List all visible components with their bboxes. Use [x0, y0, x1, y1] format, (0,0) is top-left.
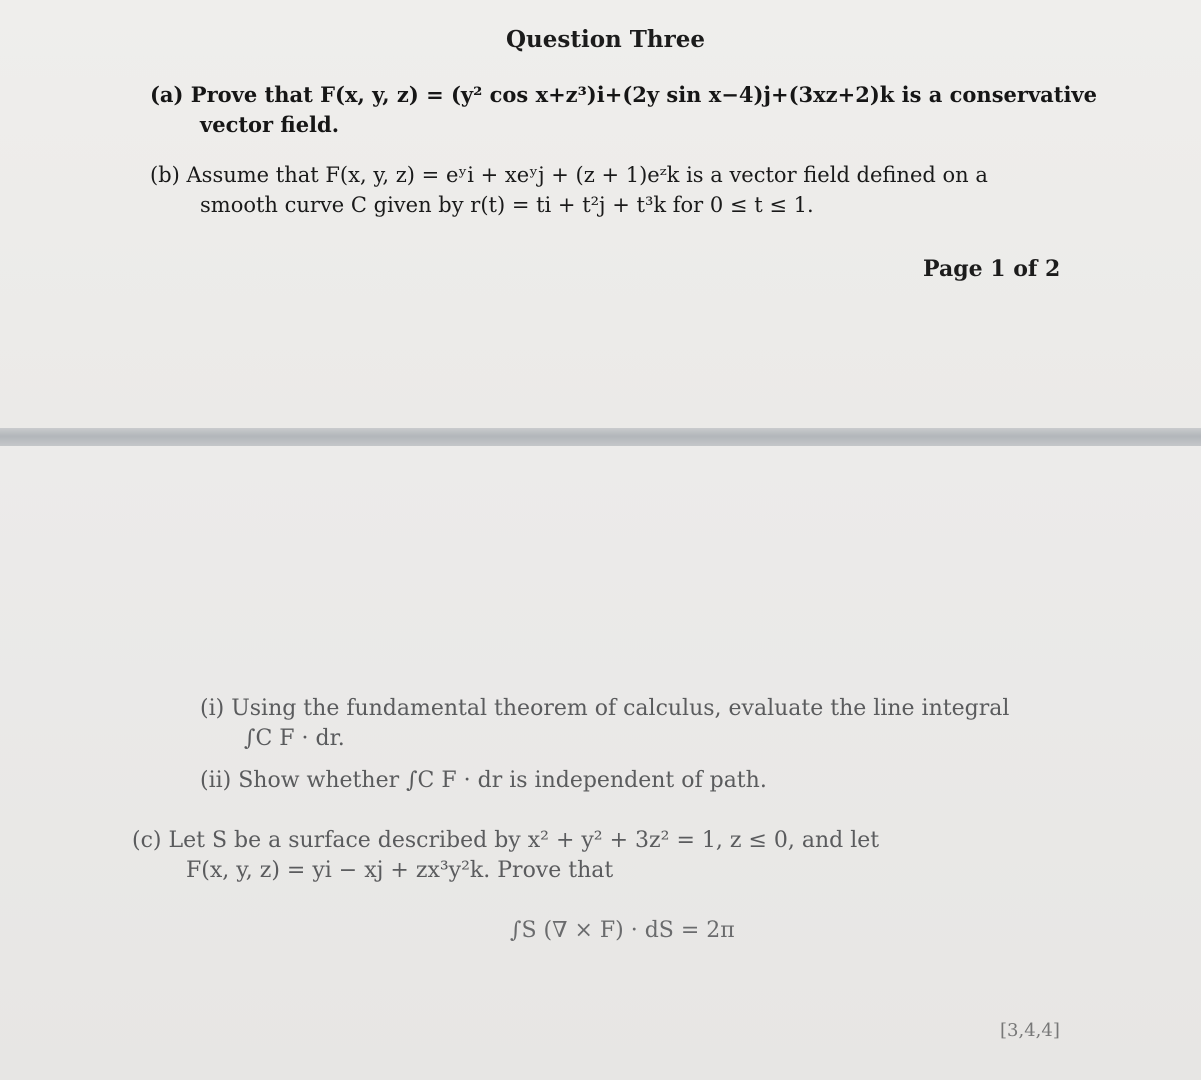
- page-number: Page 1 of 2: [923, 256, 1061, 282]
- part-c-line-1: (c) Let S be a surface described by x² + y² + 3z² = 1, z ≤ 0, and let: [132, 828, 880, 853]
- page-bottom-sheet: [0, 446, 1201, 1080]
- part-a: [150, 80, 1097, 140]
- part-b-line-1: (b) Assume that F(x, y, z) = eʸi + xeʸj + (z + 1)eᶻk is a vector field defined on a: [150, 163, 988, 187]
- surface-integral-formula: ∫S (∇ × F) · dS = 2π: [510, 918, 735, 943]
- question-title: Question Three: [506, 26, 705, 53]
- part-a-line-2: vector field.: [200, 112, 340, 137]
- sub-question-i: [200, 694, 1009, 754]
- part-b: [150, 160, 988, 220]
- page-divider: [0, 428, 1201, 446]
- part-c: [132, 826, 879, 886]
- part-a-line-1: (a) Prove that F(x, y, z) = (y² cos x+z³)i+(2y sin x−4)j+(3xz+2)k is a conservative: [150, 82, 1097, 107]
- part-b-line-2: smooth curve C given by r(t) = ti + t²j + t³k for 0 ≤ t ≤ 1.: [200, 193, 814, 217]
- sub-i-line-2: ∫C F · dr.: [244, 726, 345, 751]
- sub-i-line-1: (i) Using the fundamental theorem of calculus, evaluate the line integral: [200, 696, 1010, 721]
- sub-question-ii: (ii) Show whether ∫C F · dr is independent of path.: [200, 768, 767, 793]
- part-c-line-2: F(x, y, z) = yi − xj + zx³y²k. Prove that: [186, 858, 614, 883]
- marks-allocation: [3,4,4]: [1000, 1020, 1060, 1041]
